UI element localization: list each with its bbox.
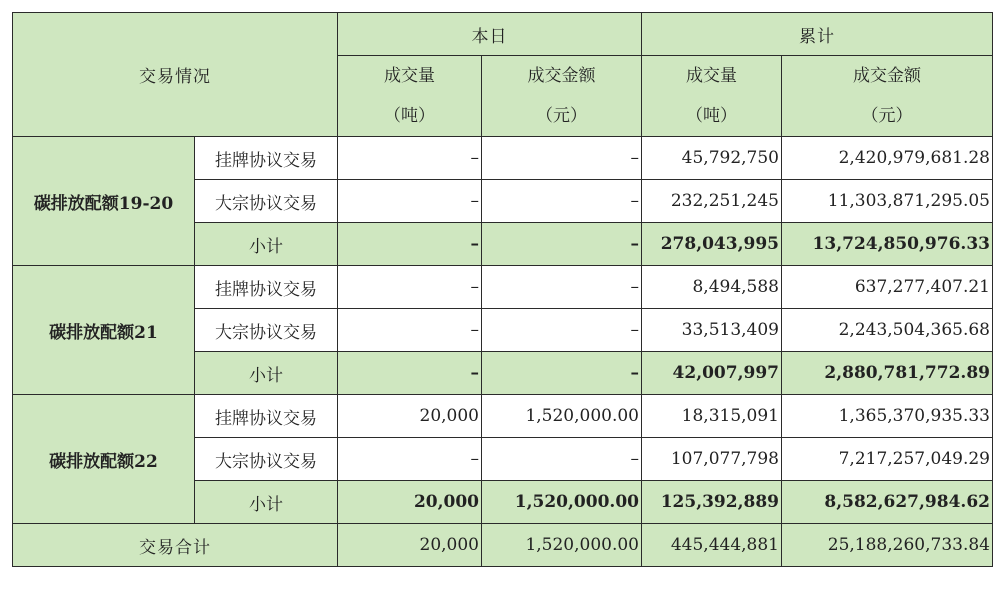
- header-volume-label: 成交量: [686, 66, 737, 86]
- subtotal-label: 小计: [195, 352, 338, 395]
- table-row: [13, 395, 993, 438]
- today-amount-cell: 1,520,000.00: [482, 395, 642, 438]
- header-amount-label: 成交金额: [853, 66, 921, 86]
- today-amount-cell: –: [482, 352, 642, 395]
- today-volume-cell: –: [338, 137, 482, 180]
- today-volume-cell: –: [338, 438, 482, 481]
- cumulative-volume-cell: 125,392,889: [642, 481, 782, 524]
- cumulative-amount-cell: 13,724,850,976.33: [782, 223, 993, 266]
- row-type: 大宗协议交易: [195, 309, 338, 352]
- cumulative-amount-cell: 11,303,871,295.05: [782, 180, 993, 223]
- today-amount-cell: –: [482, 438, 642, 481]
- cumulative-volume-cell: 8,494,588: [642, 266, 782, 309]
- header-cumulative: 累计: [642, 13, 993, 56]
- subtotal-label: 小计: [195, 223, 338, 266]
- cumulative-volume-cell: 232,251,245: [642, 180, 782, 223]
- header-amount-label: 成交金额: [527, 66, 596, 86]
- header-volume-unit: （吨）: [384, 106, 435, 126]
- total-cumulative-amount: 25,188,260,733.84: [782, 524, 993, 567]
- header-trading-situation: 交易情况: [13, 13, 338, 137]
- cumulative-volume-cell: 42,007,997: [642, 352, 782, 395]
- total-label: 交易合计: [13, 524, 338, 567]
- today-volume-cell: –: [338, 223, 482, 266]
- header-volume-unit: （吨）: [686, 106, 737, 126]
- today-volume-cell: –: [338, 309, 482, 352]
- trading-summary-table: [12, 12, 993, 567]
- today-amount-cell: –: [482, 137, 642, 180]
- today-volume-cell: –: [338, 180, 482, 223]
- cumulative-amount-cell: 2,243,504,365.68: [782, 309, 993, 352]
- cumulative-amount-cell: 8,582,627,984.62: [782, 481, 993, 524]
- header-amount-unit: （元）: [861, 106, 913, 126]
- group-name: 碳排放配额22: [13, 395, 195, 524]
- header-volume-label: 成交量: [384, 66, 435, 86]
- cumulative-amount-cell: 1,365,370,935.33: [782, 395, 993, 438]
- header-amount-unit: （元）: [536, 106, 587, 126]
- total-row: [13, 524, 993, 567]
- cumulative-volume-cell: 107,077,798: [642, 438, 782, 481]
- today-volume-cell: 20,000: [338, 395, 482, 438]
- cumulative-amount-cell: 637,277,407.21: [782, 266, 993, 309]
- cumulative-volume-cell: 278,043,995: [642, 223, 782, 266]
- table-row: [13, 137, 993, 180]
- today-volume-cell: 20,000: [338, 481, 482, 524]
- cumulative-volume-cell: 18,315,091: [642, 395, 782, 438]
- today-amount-cell: –: [482, 309, 642, 352]
- row-type: 挂牌协议交易: [195, 266, 338, 309]
- total-today-amount: 1,520,000.00: [482, 524, 642, 567]
- row-type: 大宗协议交易: [195, 180, 338, 223]
- total-cumulative-volume: 445,444,881: [642, 524, 782, 567]
- group-name: 碳排放配额21: [13, 266, 195, 395]
- table-row: [13, 266, 993, 309]
- header-today-volume: [338, 56, 482, 137]
- row-type: 大宗协议交易: [195, 438, 338, 481]
- subtotal-label: 小计: [195, 481, 338, 524]
- today-amount-cell: –: [482, 180, 642, 223]
- group-name: 碳排放配额19-20: [13, 137, 195, 266]
- cumulative-amount-cell: 7,217,257,049.29: [782, 438, 993, 481]
- header-cumulative-amount: [782, 56, 993, 137]
- row-type: 挂牌协议交易: [195, 395, 338, 438]
- today-volume-cell: –: [338, 266, 482, 309]
- row-type: 挂牌协议交易: [195, 137, 338, 180]
- today-amount-cell: 1,520,000.00: [482, 481, 642, 524]
- cumulative-amount-cell: 2,420,979,681.28: [782, 137, 993, 180]
- header-today: 本日: [338, 13, 642, 56]
- cumulative-volume-cell: 45,792,750: [642, 137, 782, 180]
- today-amount-cell: –: [482, 266, 642, 309]
- header-today-amount: [482, 56, 642, 137]
- today-amount-cell: –: [482, 223, 642, 266]
- today-volume-cell: –: [338, 352, 482, 395]
- total-today-volume: 20,000: [338, 524, 482, 567]
- cumulative-amount-cell: 2,880,781,772.89: [782, 352, 993, 395]
- cumulative-volume-cell: 33,513,409: [642, 309, 782, 352]
- header-cumulative-volume: [642, 56, 782, 137]
